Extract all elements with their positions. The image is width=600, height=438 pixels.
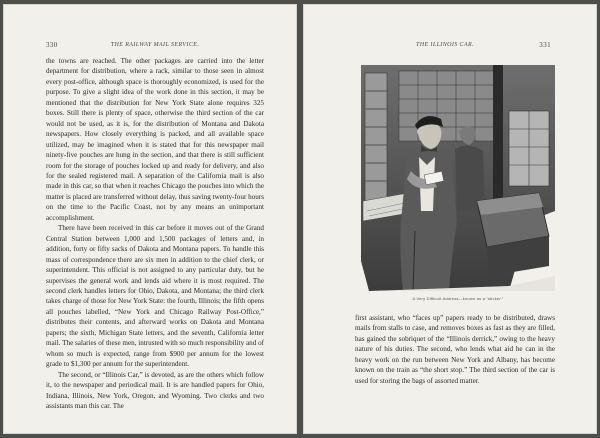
left-running-title: THE RAILWAY MAIL SERVICE. [110, 42, 200, 48]
left-body-text [46, 56, 264, 411]
right-body-text [355, 313, 555, 386]
left-page [3, 4, 297, 434]
left-running-head [3, 42, 297, 52]
left-paragraph-2: There have been received in this car before it moves out of the Grand Central Station between 1,000 and 1,500 packages of letters and, in addition, forty or fifty sacks of Dakota and Montana papers. To handle this mass of correspondence there are six men in addition to the chief clerk, or superintendent. This official is not assigned to any particular duty, but he supervises the general work and lends aid where it is most required. The second clerk handles letters for Ohio, Dakota, and Montana; the third clerk takes charge of those for New York State: the fourth, Illinois; the fifth opens all pouches labelled, “New York and Chicago Railway Post-Office,” distributes their contents, and afterward works on Dakota and Montana papers; the sixth, Michigan State letters, and the seventh, California letter mail. The salaries of these men, intrusted with so much responsibility and of whom so much is expected, range from $900 per annum for the lowest grade to $1,300 per annum for the superintendent. [46, 224, 265, 369]
left-paragraph-1: the towns are reached. The other packages are carried into the letter department for distribution, where a rack, similar to those seen in almost every post-office, although space is thoroughly economized, is used for the purpose. To give a slight idea of the work done in this section, it may be mentioned that the distribution for New York State alone requires 325 boxes. Still there is plenty of space, otherwise the third section of the car would not be used, as it is, for the distribution of Montana and Dakota newspapers. How closely everything is packed, and all available space utilized, may be imagined when it is stated that for this newspaper mail ninety-five pouches are hung in the section, and that there is still sufficient room for the storage of pouches locked up and ready for delivery, and also for the sealed registered mail. A separation of the California mail is also made in this car, so that when it reaches Chicago the pouches into which the matter is placed are transferred without delay, thus saving twenty-four hours on the time to the Pacific Coast, not by any means an unimportant accomplishment. [46, 57, 264, 222]
illustration-caption: A Very Difficult Address—known as a “sticker.” [412, 296, 504, 301]
right-page [303, 4, 597, 434]
right-page-number: 331 [539, 41, 551, 49]
mail-clerk-illustration [359, 61, 557, 291]
right-running-title: THE ILLINOIS CAR. [416, 42, 474, 48]
left-page-number: 330 [46, 41, 58, 49]
left-paragraph-3: The second, or “Illinois Car,” is devoted, as are the others which follow it, to the newspaper and periodical mail. It is are handled papers for Ohio, Indiana, Illinois, New York, Oregon, and Wyoming. Two clerks and two assistants man this car. The [46, 370, 264, 410]
right-running-head [303, 42, 597, 52]
right-paragraph-1: first assistant, who “faces up” papers ready to be distributed, draws mails from stalls to case, and removes boxes as fast as they are filled, has gained the sobriquet of the “Illinois derrick,” owing to the heavy nature of his duties. The second, who lends what aid he can in the heavy work on the run between New York and Albany, has become known on the train as “the short stop.” The third section of the car is used for storing the bags of assorted matter. [355, 314, 555, 385]
